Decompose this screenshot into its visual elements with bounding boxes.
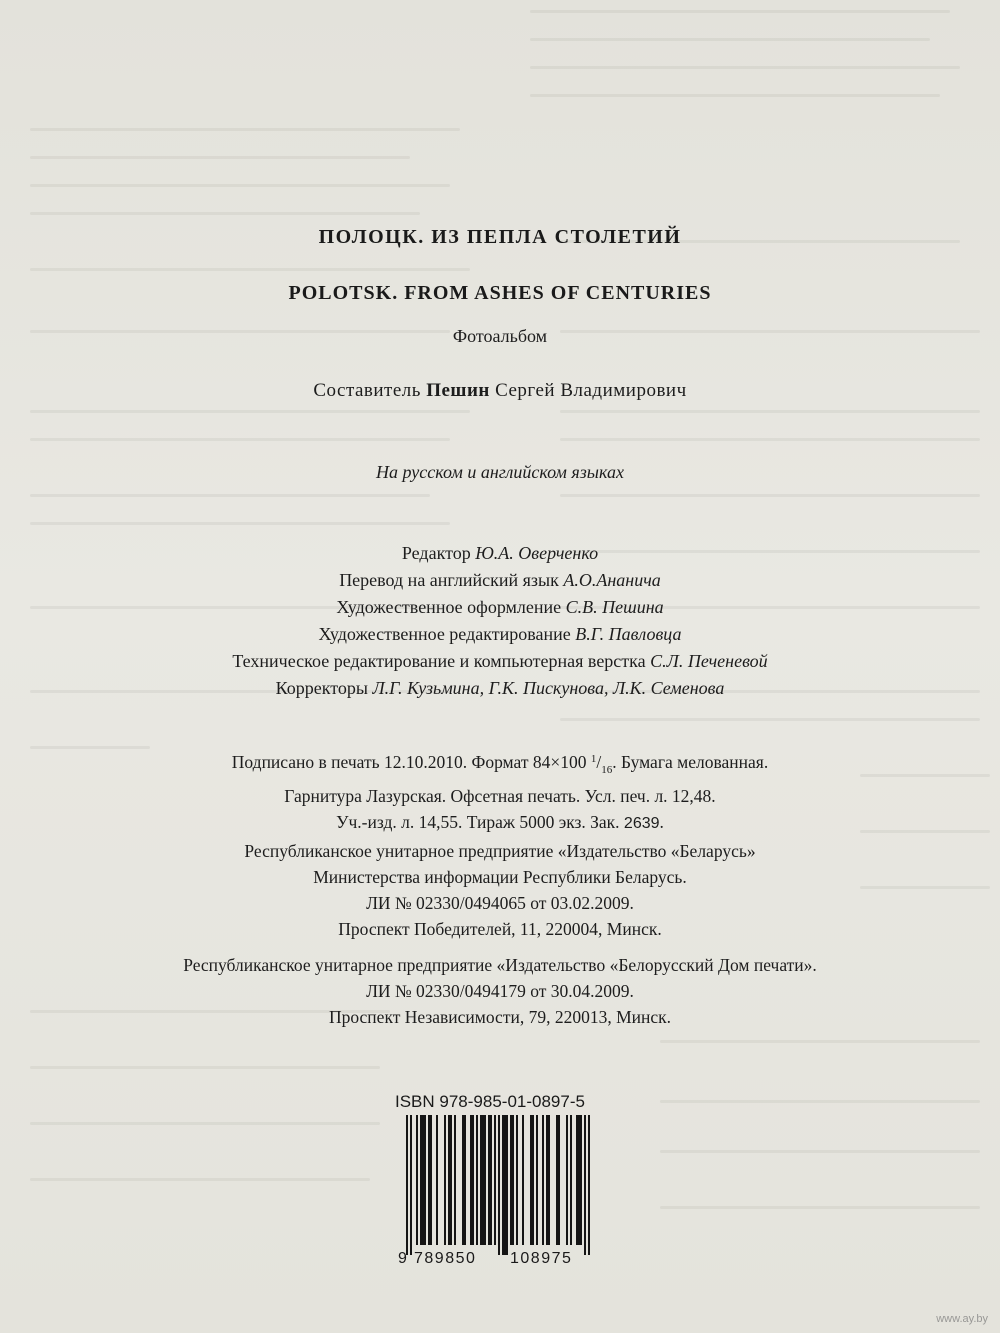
publisher-line: Республиканское унитарное предприятие «Издательство «Беларусь»	[244, 841, 756, 861]
barcode-bar	[516, 1115, 518, 1245]
bleed-line	[30, 268, 470, 271]
barcode-bar	[530, 1115, 534, 1245]
credit-row	[0, 567, 1000, 594]
barcode-bar	[566, 1115, 568, 1245]
barcode-bar	[488, 1115, 492, 1245]
bleed-line	[660, 1040, 980, 1043]
bleed-line	[30, 1066, 380, 1069]
bleed-line	[530, 66, 960, 69]
printer-info	[0, 952, 1000, 1030]
credits-list	[0, 540, 1000, 702]
barcode-bar	[428, 1115, 432, 1245]
credit-role: Редактор	[401, 543, 471, 563]
barcode-bar	[410, 1115, 412, 1255]
barcode-first-digit: 9	[398, 1250, 409, 1267]
credit-role: Художественное редактирование	[318, 624, 571, 644]
signed-prefix: Подписано в печать 12.10.2010. Формат 84×100	[231, 752, 587, 772]
bleed-line	[30, 522, 450, 525]
barcode-bar	[476, 1115, 478, 1245]
barcode-bar	[522, 1115, 524, 1245]
barcode-bars	[398, 1115, 604, 1255]
credit-row	[0, 675, 1000, 702]
compiler-surname: Пешин	[426, 380, 490, 401]
credit-role: Перевод на английский язык	[339, 570, 559, 590]
printer-line: ЛИ № 02330/0494179 от 30.04.2009.	[366, 981, 634, 1001]
barcode-bar	[546, 1115, 550, 1245]
printer-line: Республиканское унитарное предприятие «Издательство «Белорусский Дом печати».	[183, 955, 817, 975]
bleed-line	[530, 38, 930, 41]
barcode-bar	[556, 1115, 560, 1245]
bleed-line	[30, 156, 410, 159]
isbn-number: ISBN 978-985-01-0897-5	[395, 1092, 585, 1111]
barcode-bar	[420, 1115, 426, 1245]
barcode-bar	[584, 1115, 586, 1255]
edition-line	[0, 809, 1000, 837]
publisher-line: Министерства информации Республики Беларусь.	[313, 867, 687, 887]
bleed-line	[30, 184, 450, 187]
credit-role: Художественное оформление	[336, 597, 562, 617]
bleed-line	[30, 410, 470, 413]
bleed-line	[30, 1122, 380, 1125]
site-watermark: www.ay.by	[936, 1313, 988, 1325]
barcode-bar	[542, 1115, 544, 1245]
bleed-line	[660, 1100, 980, 1103]
order-number: 2639	[623, 815, 660, 832]
bleed-line	[30, 1178, 370, 1181]
signed-line: Подписано в печать 12.10.2010. Формат 84×100 $^1/_{16}$. Бумага мелованная.	[231, 752, 769, 776]
barcode-bar	[470, 1115, 474, 1245]
bleed-line	[560, 494, 980, 497]
barcode-bar	[510, 1115, 514, 1245]
bleed-line	[30, 494, 430, 497]
bleed-line	[530, 94, 940, 97]
credit-name: С.В. Пешина	[565, 597, 664, 617]
credit-row	[0, 540, 1000, 567]
publisher-info	[0, 838, 1000, 942]
language-note: На русском и английском языках	[376, 462, 624, 482]
barcode-right-digits: 108975	[510, 1250, 573, 1267]
title-english: POLOTSK. FROM ASHES OF CENTURIES	[288, 282, 712, 304]
barcode-left-digits: 789850	[414, 1250, 477, 1267]
barcode-bar	[462, 1115, 466, 1245]
publisher-line: Проспект Победителей, 11, 220004, Минск.	[338, 919, 662, 939]
credit-row	[0, 648, 1000, 675]
compiler-label: Составитель	[313, 380, 421, 401]
credit-name: В.Г. Павловца	[575, 624, 682, 644]
compiler-given-name: Сергей Владимирович	[495, 380, 687, 401]
bleed-line	[30, 438, 450, 441]
credit-role: Техническое редактирование и компьютерная верстка	[232, 651, 646, 671]
barcode-bar	[454, 1115, 456, 1245]
credit-role: Корректоры	[275, 678, 368, 698]
barcode-bar	[576, 1115, 582, 1245]
credit-row	[0, 621, 1000, 648]
barcode-bar	[480, 1115, 486, 1245]
bleed-line	[560, 438, 980, 441]
barcode-bar	[448, 1115, 452, 1245]
bleed-line	[560, 410, 980, 413]
format-denominator: 16	[601, 764, 613, 776]
barcode-bar	[444, 1115, 446, 1245]
subtitle: Фотоальбом	[452, 326, 548, 346]
bleed-line	[660, 1150, 980, 1153]
barcode-bar	[498, 1115, 500, 1255]
publisher-line: ЛИ № 02330/0494065 от 03.02.2009.	[366, 893, 634, 913]
credit-name: А.О.Ананича	[563, 570, 661, 590]
typeface-line: Гарнитура Лазурская. Офсетная печать. Усл. печ. л. 12,48.	[284, 786, 716, 806]
barcode	[398, 1115, 604, 1267]
barcode-bar	[570, 1115, 572, 1245]
barcode-bar	[416, 1115, 418, 1245]
credit-name: Ю.А. Оверченко	[475, 543, 599, 563]
barcode-bar	[536, 1115, 538, 1245]
bleed-line	[30, 212, 420, 215]
barcode-bar	[494, 1115, 496, 1245]
edition-suffix: .	[659, 812, 664, 832]
compiler-line	[0, 380, 1000, 402]
bleed-line	[560, 718, 980, 721]
paper-type: . Бумага мелованная.	[612, 752, 769, 772]
title-russian: ПОЛОЦК. ИЗ ПЕПЛА СТОЛЕТИЙ	[318, 226, 682, 248]
barcode-bar	[502, 1115, 508, 1255]
credit-name: С.Л. Печеневой	[650, 651, 768, 671]
printing-details	[0, 746, 1000, 837]
barcode-bar	[406, 1115, 408, 1255]
barcode-bar	[588, 1115, 590, 1255]
bleed-line	[660, 1206, 980, 1209]
printer-line: Проспект Независимости, 79, 220013, Минск.	[328, 1007, 672, 1027]
edition-prefix: Уч.-изд. л. 14,55. Тираж 5000 экз. Зак.	[336, 812, 620, 832]
format-numerator: 1	[590, 753, 597, 765]
barcode-bar	[436, 1115, 438, 1245]
bleed-line	[530, 10, 950, 13]
credit-row	[0, 594, 1000, 621]
credit-name: Л.Г. Кузьмина, Г.К. Пискунова, Л.К. Семенова	[372, 678, 725, 698]
bleed-line	[30, 128, 460, 131]
